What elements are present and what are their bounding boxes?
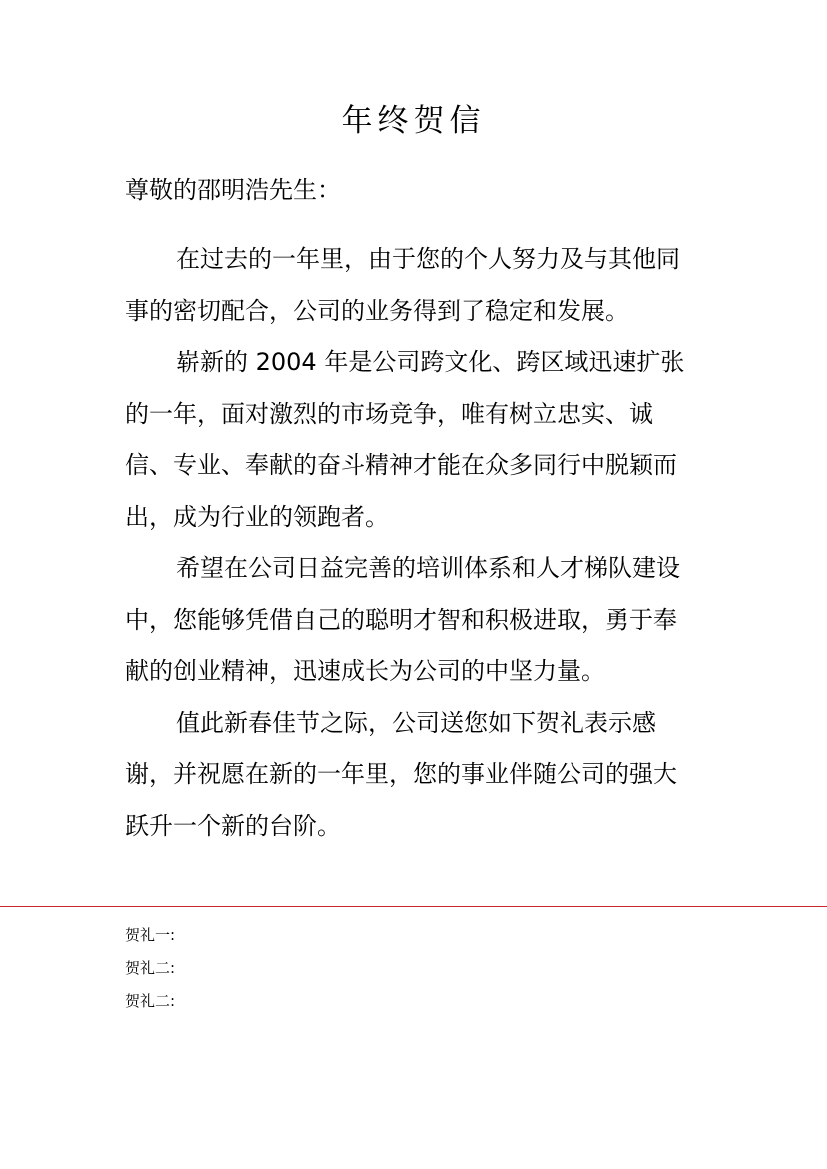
salutation: 尊敬的邵明浩先生：: [125, 176, 341, 204]
paragraph-line: 跃升一个新的台阶。: [125, 811, 341, 840]
paragraph-line: 的一年，面对激烈的市场竞争，唯有树立忠实、诚: [125, 399, 653, 428]
letter-body: [125, 234, 705, 852]
paragraph-line: 在过去的一年里，由于您的个人努力及与其他同: [176, 245, 680, 273]
paragraph-line: 崭新的 2004 年是公司跨文化、跨区域迅速扩张: [176, 348, 685, 376]
paragraph-line: 谢，并祝愿在新的一年里，您的事业伴随公司的强大: [125, 760, 677, 788]
paragraph-line: 事的密切配合，公司的业务得到了稳定和发展。: [125, 296, 629, 325]
gift-item-1: 贺礼一:: [125, 926, 176, 944]
paragraph-line: 中，您能够凭借自己的聪明才智和积极进取，勇于奉: [125, 605, 677, 634]
paragraph-3: [125, 543, 705, 698]
document-title: 年终贺信: [341, 103, 486, 139]
paragraph-line: 出，成为行业的领跑者。: [125, 502, 389, 531]
paragraph-1: [125, 234, 705, 337]
gift-list: [125, 919, 175, 1018]
paragraph-line: 信、专业、奉献的奋斗精神才能在众多同行中脱颖而: [125, 451, 677, 479]
paragraph-4: [125, 698, 705, 853]
paragraph-line: 值此新春佳节之际，公司送您如下贺礼表示感: [176, 708, 656, 737]
paragraph-line: 献的创业精神，迅速成长为公司的中坚力量。: [125, 657, 605, 685]
gift-item-2: 贺礼二:: [125, 959, 176, 977]
paragraph-line: 希望在公司日益完善的培训体系和人才梯队建设: [176, 554, 680, 582]
paragraph-2: [125, 337, 705, 543]
section-divider: [0, 906, 827, 907]
gift-item-3: 贺礼二:: [125, 992, 176, 1010]
